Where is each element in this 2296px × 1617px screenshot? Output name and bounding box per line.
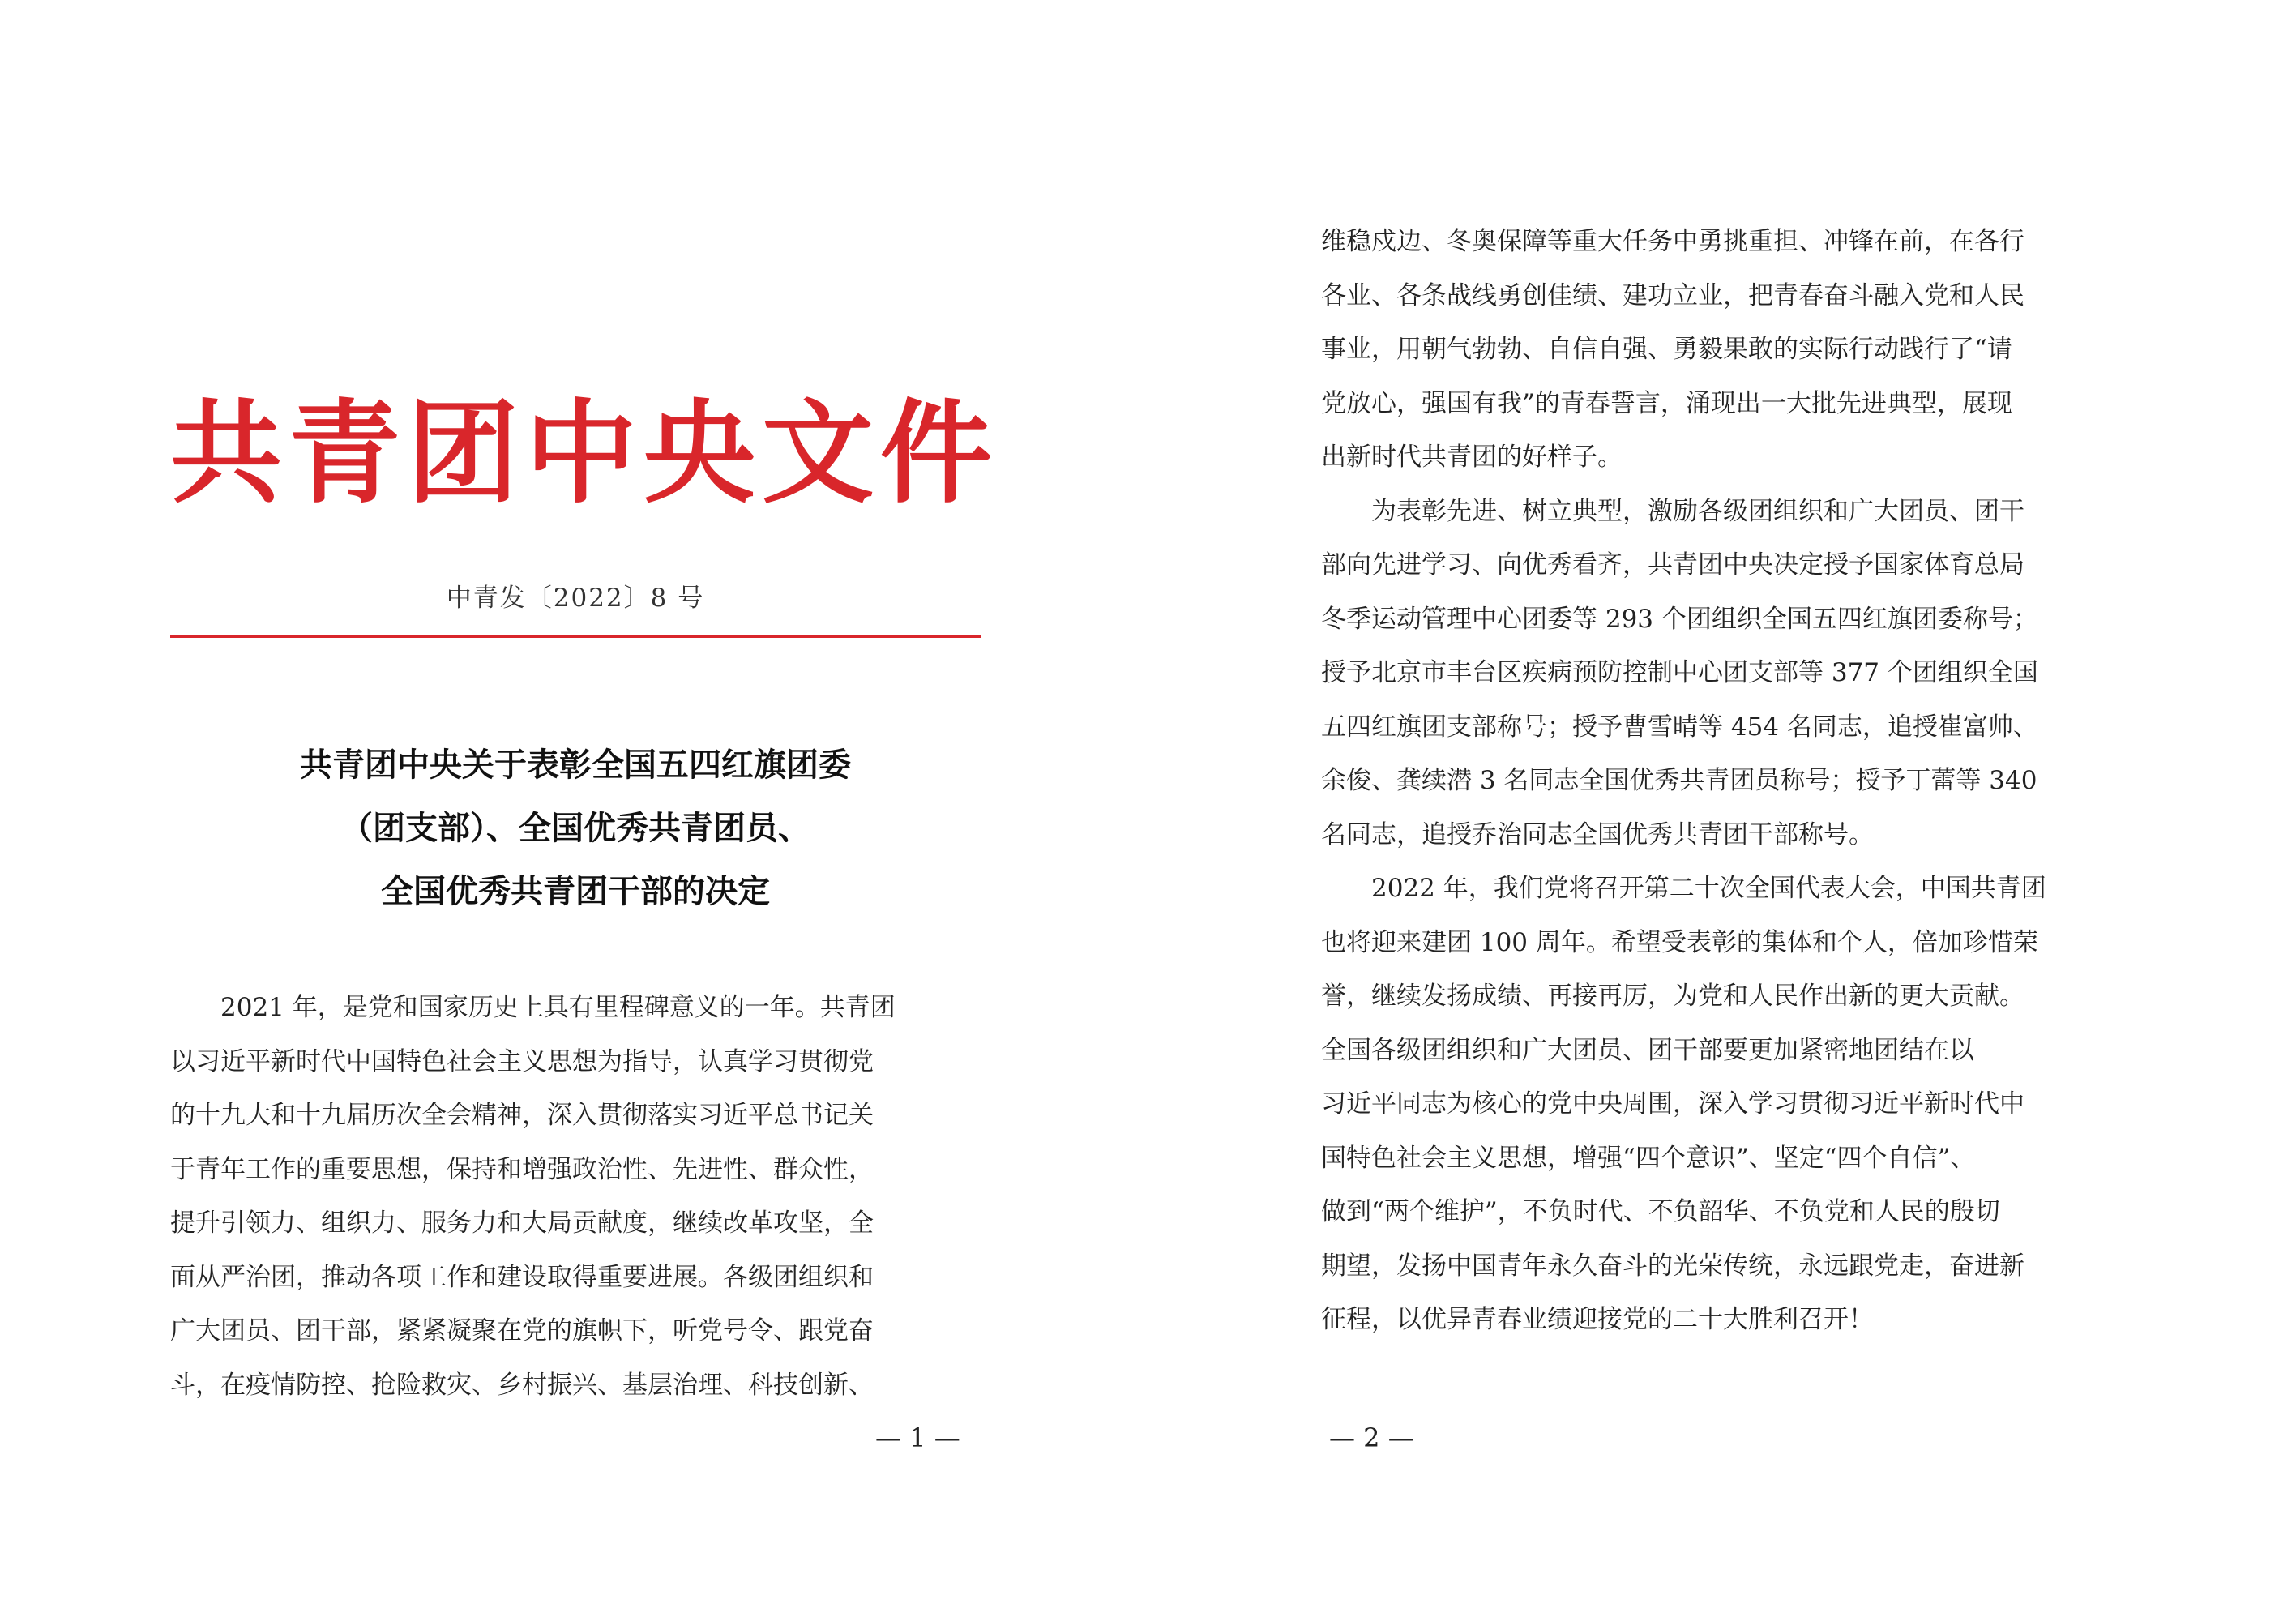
page-number: — 2 — bbox=[1329, 1422, 1414, 1453]
title-line: 全国优秀共青团干部的决定 bbox=[381, 872, 770, 910]
body-line: 为表彰先进、树立典型，激励各级团组织和广大团员、团干 bbox=[1321, 496, 2024, 526]
body-line: 党放心，强国有我”的青春誓言，涌现出一大批先进典型，展现 bbox=[1321, 388, 2012, 418]
body-line: 也将迎来建团 100 周年。希望受表彰的集体和个人，倍加珍惜荣 bbox=[1321, 927, 2038, 957]
body-line: 做到“两个维护”，不负时代、不负韶华、不负党和人民的殷切 bbox=[1321, 1197, 2000, 1226]
body-line: 各业、各条战线勇创佳绩、建功立业，把青春奋斗融入党和人民 bbox=[1321, 280, 2024, 310]
body-line: 的十九大和十九届历次全会精神，深入贯彻落实习近平总书记关 bbox=[170, 1101, 874, 1130]
body-line: 2021 年，是党和国家历史上具有里程碑意义的一年。共青团 bbox=[170, 993, 896, 1022]
body-line: 冬季运动管理中心团委等 293 个团组织全国五四红旗团委称号； bbox=[1321, 604, 2038, 634]
body-line: 斗，在疫情防控、抢险救灾、乡村振兴、基层治理、科技创新、 bbox=[170, 1370, 874, 1400]
body-line: 名同志，追授乔治同志全国优秀共青团干部称号。 bbox=[1321, 819, 1874, 849]
body-line: 广大团员、团干部，紧紧凝聚在党的旗帜下，听党号令、跟党奋 bbox=[170, 1316, 874, 1345]
title-line: （团支部）、全国优秀共青团员、 bbox=[340, 809, 810, 847]
body-line: 余俊、龚续潜 3 名同志全国优秀共青团员称号；授予丁蕾等 340 bbox=[1321, 766, 2037, 795]
body-line: 期望，发扬中国青年永久奋斗的光荣传统，永远跟党走，奋进新 bbox=[1321, 1251, 2024, 1281]
page-one-body-text bbox=[170, 981, 981, 1412]
body-line: 2022 年，我们党将召开第二十次全国代表大会，中国共青团 bbox=[1321, 874, 2046, 903]
document-masthead: 共青团中央文件 bbox=[170, 387, 999, 519]
body-line: 习近平同志为核心的党中央周围，深入学习贯彻习近平新时代中 bbox=[1321, 1089, 2024, 1119]
body-line: 国特色社会主义思想，增强“四个意识”、坚定“四个自信”、 bbox=[1321, 1143, 1976, 1173]
body-line: 事业，用朝气勃勃、自信自强、勇毅果敢的实际行动践行了“请 bbox=[1321, 335, 2012, 364]
body-line: 出新时代共青团的好样子。 bbox=[1321, 443, 1623, 472]
title-line: 共青团中央关于表彰全国五四红旗团委 bbox=[300, 746, 851, 784]
body-line: 授予北京市丰台区疾病预防控制中心团支部等 377 个团组织全国 bbox=[1321, 658, 2038, 687]
body-line: 全国各级团组织和广大团员、团干部要更加紧密地团结在以 bbox=[1321, 1035, 1974, 1065]
body-line: 提升引领力、组织力、服务力和大局贡献度，继续改革攻坚，全 bbox=[170, 1208, 874, 1238]
body-line: 征程，以优异青春业绩迎接党的二十大胜利召开！ bbox=[1321, 1305, 1874, 1334]
page-number: — 1 — bbox=[875, 1422, 960, 1453]
body-line: 于青年工作的重要思想，保持和增强政治性、先进性、群众性， bbox=[170, 1154, 874, 1184]
body-line: 誉，继续发扬成绩、再接再厉，为党和人民作出新的更大贡献。 bbox=[1321, 982, 2024, 1011]
page-two-body-text bbox=[1321, 215, 2131, 1347]
decision-title bbox=[170, 734, 981, 923]
body-line: 五四红旗团支部称号；授予曹雪晴等 454 名同志，追授崔富帅、 bbox=[1321, 712, 2038, 742]
document-number: 中青发〔2022〕8 号 bbox=[446, 584, 705, 613]
body-line: 部向先进学习、向优秀看齐，共青团中央决定授予国家体育总局 bbox=[1321, 550, 2024, 580]
red-divider-line bbox=[170, 635, 981, 638]
body-line: 以习近平新时代中国特色社会主义思想为指导，认真学习贯彻党 bbox=[170, 1046, 874, 1076]
body-line: 维稳戍边、冬奥保障等重大任务中勇挑重担、冲锋在前，在各行 bbox=[1321, 227, 2024, 256]
body-line: 面从严治团，推动各项工作和建设取得重要进展。各级团组织和 bbox=[170, 1262, 874, 1292]
